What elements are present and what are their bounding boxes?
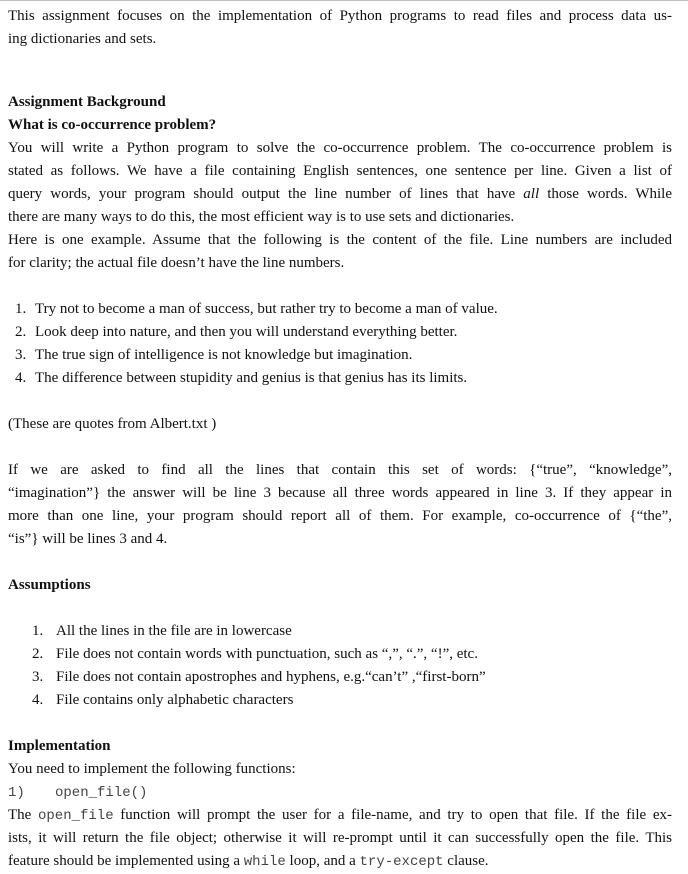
spacer bbox=[8, 551, 672, 574]
source-note: (These are quotes from Albert.txt ) bbox=[8, 416, 217, 432]
function-description-line-2: ists, it will return the file object; otherwise it will re-prompt until it can successfully open the file. This bbox=[8, 830, 672, 846]
example-line-3: more than one line, your program should report all of them. For example, co-occurrence of {“the”, bbox=[8, 508, 672, 524]
spacer bbox=[8, 51, 672, 74]
spacer bbox=[8, 390, 672, 413]
function-number: 1) bbox=[8, 785, 25, 801]
quote-number: 2. bbox=[15, 324, 27, 340]
function-heading-open-file bbox=[8, 781, 672, 804]
text-run: query words, your program should output the line number of lines that have bbox=[8, 186, 524, 202]
emphasis-all: all bbox=[523, 186, 540, 202]
background-heading: Assignment Background bbox=[8, 94, 166, 110]
assignment-document bbox=[8, 5, 672, 873]
text-run: loop, and a bbox=[285, 853, 360, 869]
quote-text: The true sign of intelligence is not knowledge but imagination. bbox=[35, 347, 413, 363]
function-description-line-1 bbox=[8, 804, 672, 827]
code-try-except: try-except bbox=[359, 854, 444, 870]
assumption-number: 4. bbox=[32, 692, 44, 708]
quote-number: 4. bbox=[15, 370, 27, 386]
code-open-file: open_file bbox=[38, 808, 114, 824]
background-paragraph-1-line-4: there are many ways to do this, the most efficient way is to use sets and dictionaries. bbox=[8, 209, 515, 225]
background-paragraph-1-line-1: You will write a Python program to solve the co-occurrence problem. The co-occurrence problem is bbox=[8, 140, 672, 156]
assumption-item bbox=[8, 689, 672, 712]
assumption-text: File does not contain words with punctuation, such as “,”, “.”, “!”, etc. bbox=[56, 646, 478, 662]
quote-text: Try not to become a man of success, but rather try to become a man of value. bbox=[35, 301, 498, 317]
example-line-2: “imagination”} the answer will be line 3 because all three words appeared in line 3. If they appear in bbox=[8, 485, 672, 501]
intro-line-1: This assignment focuses on the implementation of Python programs to read files and process data us- bbox=[8, 8, 672, 24]
implementation-heading: Implementation bbox=[8, 738, 111, 754]
assumption-text: All the lines in the file are in lowercase bbox=[56, 623, 292, 639]
background-paragraph-1-line-3 bbox=[8, 183, 672, 206]
assumption-number: 3. bbox=[32, 669, 44, 685]
implementation-intro: You need to implement the following functions: bbox=[8, 761, 296, 777]
function-description-line-3 bbox=[8, 850, 672, 873]
example-line-1: If we are asked to find all the lines that contain this set of words: {“true”, “knowledge”, bbox=[8, 462, 672, 478]
assumption-item bbox=[8, 666, 672, 689]
intro-line-2: ing dictionaries and sets. bbox=[8, 31, 157, 47]
spacer bbox=[8, 436, 672, 459]
assumption-number: 1. bbox=[32, 623, 44, 639]
function-name: open_file() bbox=[55, 785, 148, 801]
quote-item bbox=[8, 344, 672, 367]
quote-list bbox=[8, 298, 672, 390]
text-run: those words. While bbox=[539, 186, 672, 202]
text-run: feature should be implemented using a bbox=[8, 853, 244, 869]
background-paragraph-2-line-2: for clarity; the actual file doesn’t have the line numbers. bbox=[8, 255, 345, 271]
background-subheading: What is co-occurrence problem? bbox=[8, 117, 217, 133]
top-divider bbox=[0, 0, 688, 1]
spacer bbox=[8, 597, 672, 620]
background-paragraph-2-line-1: Here is one example. Assume that the following is the content of the file. Line numbers are included bbox=[8, 232, 672, 248]
quote-item bbox=[8, 298, 672, 321]
text-run: function will prompt the user for a file-name, and try to open that file. If the file ex- bbox=[113, 807, 672, 823]
spacer bbox=[8, 275, 672, 298]
quote-number: 3. bbox=[15, 347, 27, 363]
text-run: The bbox=[8, 807, 38, 823]
assumption-item bbox=[8, 643, 672, 666]
quote-item bbox=[8, 367, 672, 390]
background-paragraph-1-line-2: stated as follows. We have a file containing English sentences, one sentence per line. Given a list of bbox=[8, 163, 672, 179]
quote-item bbox=[8, 321, 672, 344]
assumptions-list bbox=[8, 620, 672, 712]
quote-number: 1. bbox=[15, 301, 27, 317]
assumption-text: File does not contain apostrophes and hyphens, e.g.“can’t” ,“first-born” bbox=[56, 669, 486, 685]
spacer bbox=[8, 74, 672, 91]
text-run: clause. bbox=[443, 853, 489, 869]
example-line-4: “is”} will be lines 3 and 4. bbox=[8, 531, 168, 547]
code-while: while bbox=[243, 854, 286, 870]
assumption-item bbox=[8, 620, 672, 643]
assumption-text: File contains only alphabetic characters bbox=[56, 692, 294, 708]
quote-text: Look deep into nature, and then you will understand everything better. bbox=[35, 324, 458, 340]
assumption-number: 2. bbox=[32, 646, 44, 662]
quote-text: The difference between stupidity and genius is that genius has its limits. bbox=[35, 370, 468, 386]
assumptions-heading: Assumptions bbox=[8, 577, 91, 593]
spacer bbox=[8, 712, 672, 735]
